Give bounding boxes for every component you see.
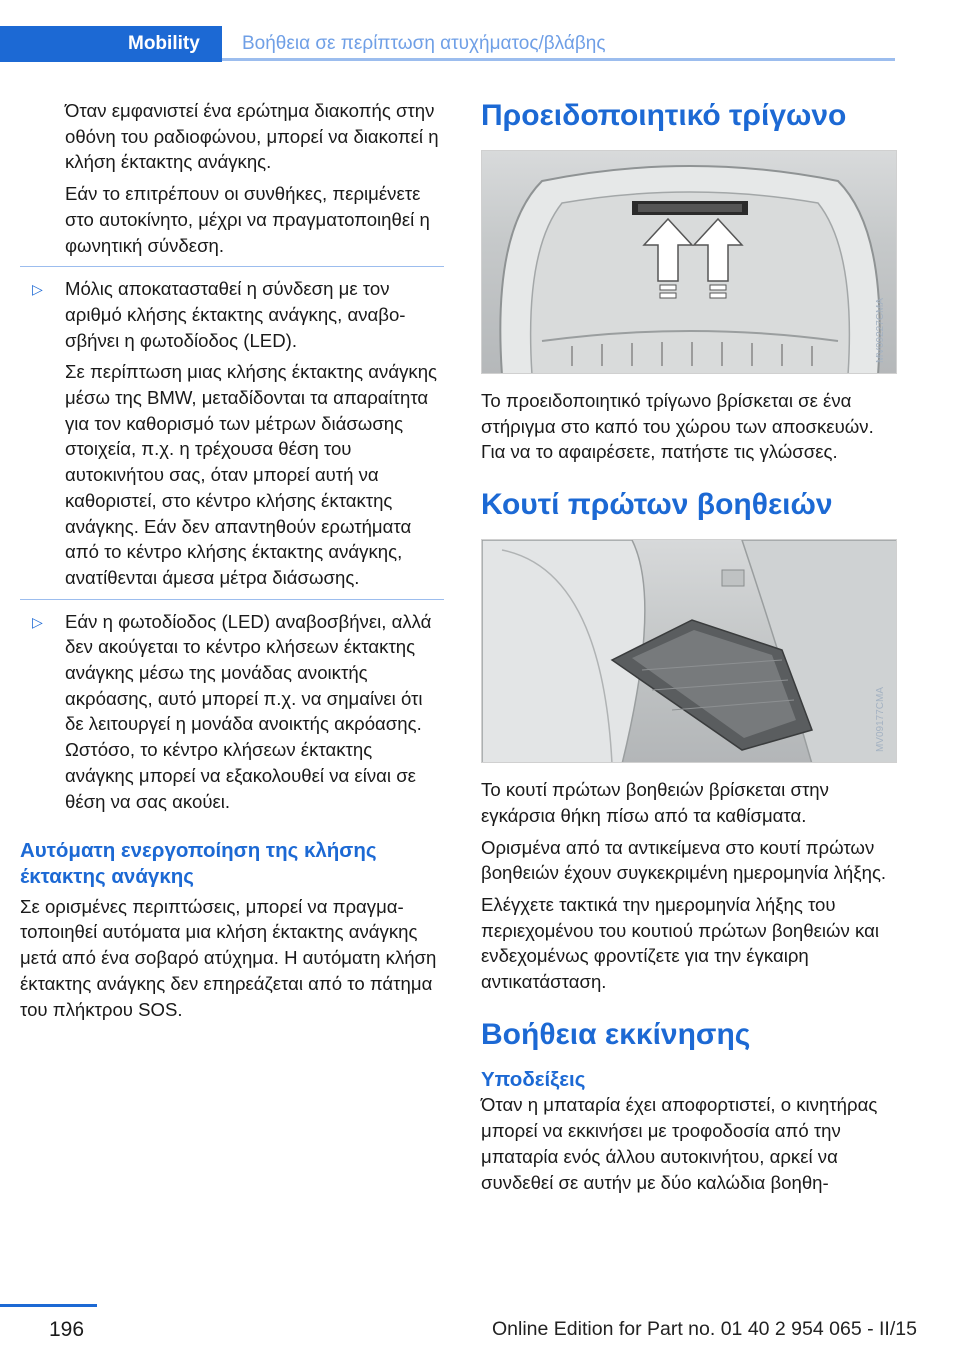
- warning-triangle-image: [481, 150, 897, 374]
- paragraph-bmw-call: Σε περίπτωση μιας κλήσης έκτακτης ανάγκης μέσω της BMW, μεταδίδονται τα απαραίτητα για τον καθορισμό των μέτρων διάσωσης στοιχεία, π.χ. η τρέχουσα θέση του αυτοκινήτου σας, όταν μπορεί αυτή να καθοριστεί, στο κέντρο κλήσης έκτακτης ανάγκης. Εάν δεν απαντηθούν ερωτήματα από το κέντρο κλήσης έκτακτης ανάγκης, ανατίθενται άμεσα μέτρα διάσωσης.: [65, 361, 438, 588]
- paragraph-wait: Εάν το επιτρέπουν οι συνθήκες, περιμένετε στο αυτοκίνητο, μέχρι να πραγματοποιηθεί η φωνητική σύνδεση.: [65, 183, 430, 256]
- paragraph-first-aid-location: Το κουτί πρώτων βοηθειών βρίσκεται στην εγκάρσια θήκη πίσω από τα καθίσματα.: [481, 779, 829, 826]
- heading-first-aid: Κουτί πρώτων βοηθειών: [481, 488, 833, 522]
- paragraph-check-expiry: Ελέγχετε τακτικά την ημερομηνία λήξης του περιεχομένου του κουτιού πρώτων βοηθειών και ενδεχομένως φροντίζετε για την έγκαιρη αντικατάσταση.: [481, 893, 879, 993]
- heading-jump-start: Βοήθεια εκκίνησης: [481, 1017, 751, 1051]
- image-code: MV09177CMA: [875, 687, 887, 753]
- image-code: MV09227CMA: [875, 297, 887, 363]
- header-tab-mobility[interactable]: Mobility: [128, 33, 200, 54]
- header-rule: [222, 58, 895, 61]
- list-item-led: [20, 276, 444, 353]
- left-column: [20, 98, 444, 1028]
- footer-rule: [0, 1304, 97, 1307]
- list-item-text: Εάν η φωτοδίοδος (LED) αναβοσβήνει, αλλά δεν ακούγεται το κέντρο κλήσεων έκτακτης ανάγκης μέσω της μονάδας ανοικτής ακρόασης, αυτό μπορεί π.χ. να σημαίνει ότι δε λειτουργεί η μονάδα ανοικτής ακρόασης. Ωστόσο, το κέντρο κλήσεων έκτακτης ανάγκης μπορεί να εξακολουθεί να είναι σε θέση να σας ακούει.: [65, 610, 432, 812]
- paragraph-jump-start: Όταν η μπαταρία έχει αποφορτιστεί, ο κινητήρας μπορεί να εκκινήσει με τροφοδοσία από την μπαταρία ενός άλλου αυτοκινήτου, αρκεί να συνδεθεί σε αυτήν με δύο καλώδια βοηθη-: [481, 1094, 878, 1193]
- section-heading-auto-call: Αυτόματη ενεργοποίηση της κλήσης έκτακτης ανάγκης: [20, 839, 377, 888]
- subheading-hints: Υποδείξεις: [481, 1067, 586, 1091]
- paragraph-auto-call: Σε ορισμένες περιπτώσεις, μπορεί να πραγματοποιηθεί αυτόματα μια κλήση έκτακτης ανάγκης μετά από ένα σοβαρό ατύχημα. Η αυτόματη κλήση έκτακτης ανάγκης δεν επηρεάζεται από το πάτημα του πλήκτρου SOS.: [20, 895, 437, 1020]
- list-item-text: Μόλις αποκατασταθεί η σύνδεση με τον αριθμό κλήσης έκτακτης ανάγκης, αναβοσβήνει η φωτοδίοδος (LED).: [65, 278, 406, 351]
- first-aid-image: [481, 539, 897, 763]
- triangle-bullet-icon: ▷: [32, 281, 43, 298]
- divider: [20, 599, 444, 600]
- list-item-handsfree: [20, 609, 444, 815]
- right-column: [481, 98, 899, 1201]
- header-section-title: Βοήθεια σε περίπτωση ατυχήματος/βλάβης: [242, 33, 606, 54]
- rear-compartment-illustration: [482, 540, 897, 763]
- edition-note: Online Edition for Part no. 01 40 2 954 065 - II/15: [492, 1318, 917, 1340]
- divider: [20, 266, 444, 267]
- page-number: 196: [49, 1318, 85, 1341]
- paragraph-triangle-location: Το προειδοποιητικό τρίγωνο βρίσκεται σε ένα στήριγμα στο καπό του χώρου των αποσκευών. Για να το αφαιρέσετε, πατήστε τις γλώσσες.: [481, 390, 874, 463]
- paragraph-expiry: Ορισμένα από τα αντικείμενα στο κουτί πρώτων βοηθειών έχουν συγκεκριμένη ημερομηνία λήξης.: [481, 836, 887, 884]
- page-header: [0, 26, 895, 62]
- triangle-bullet-icon: ▷: [32, 613, 43, 630]
- heading-warning-triangle: Προειδοποιητικό τρίγωνο: [481, 99, 847, 132]
- paragraph-cancel: Όταν εμφανιστεί ένα ερώτημα διακοπής στην οθόνη του ραδιοφώνου, μπορεί να διακοπεί η κλήση έκτακτης ανάγκης.: [65, 100, 439, 173]
- trunk-lid-illustration: [482, 151, 897, 374]
